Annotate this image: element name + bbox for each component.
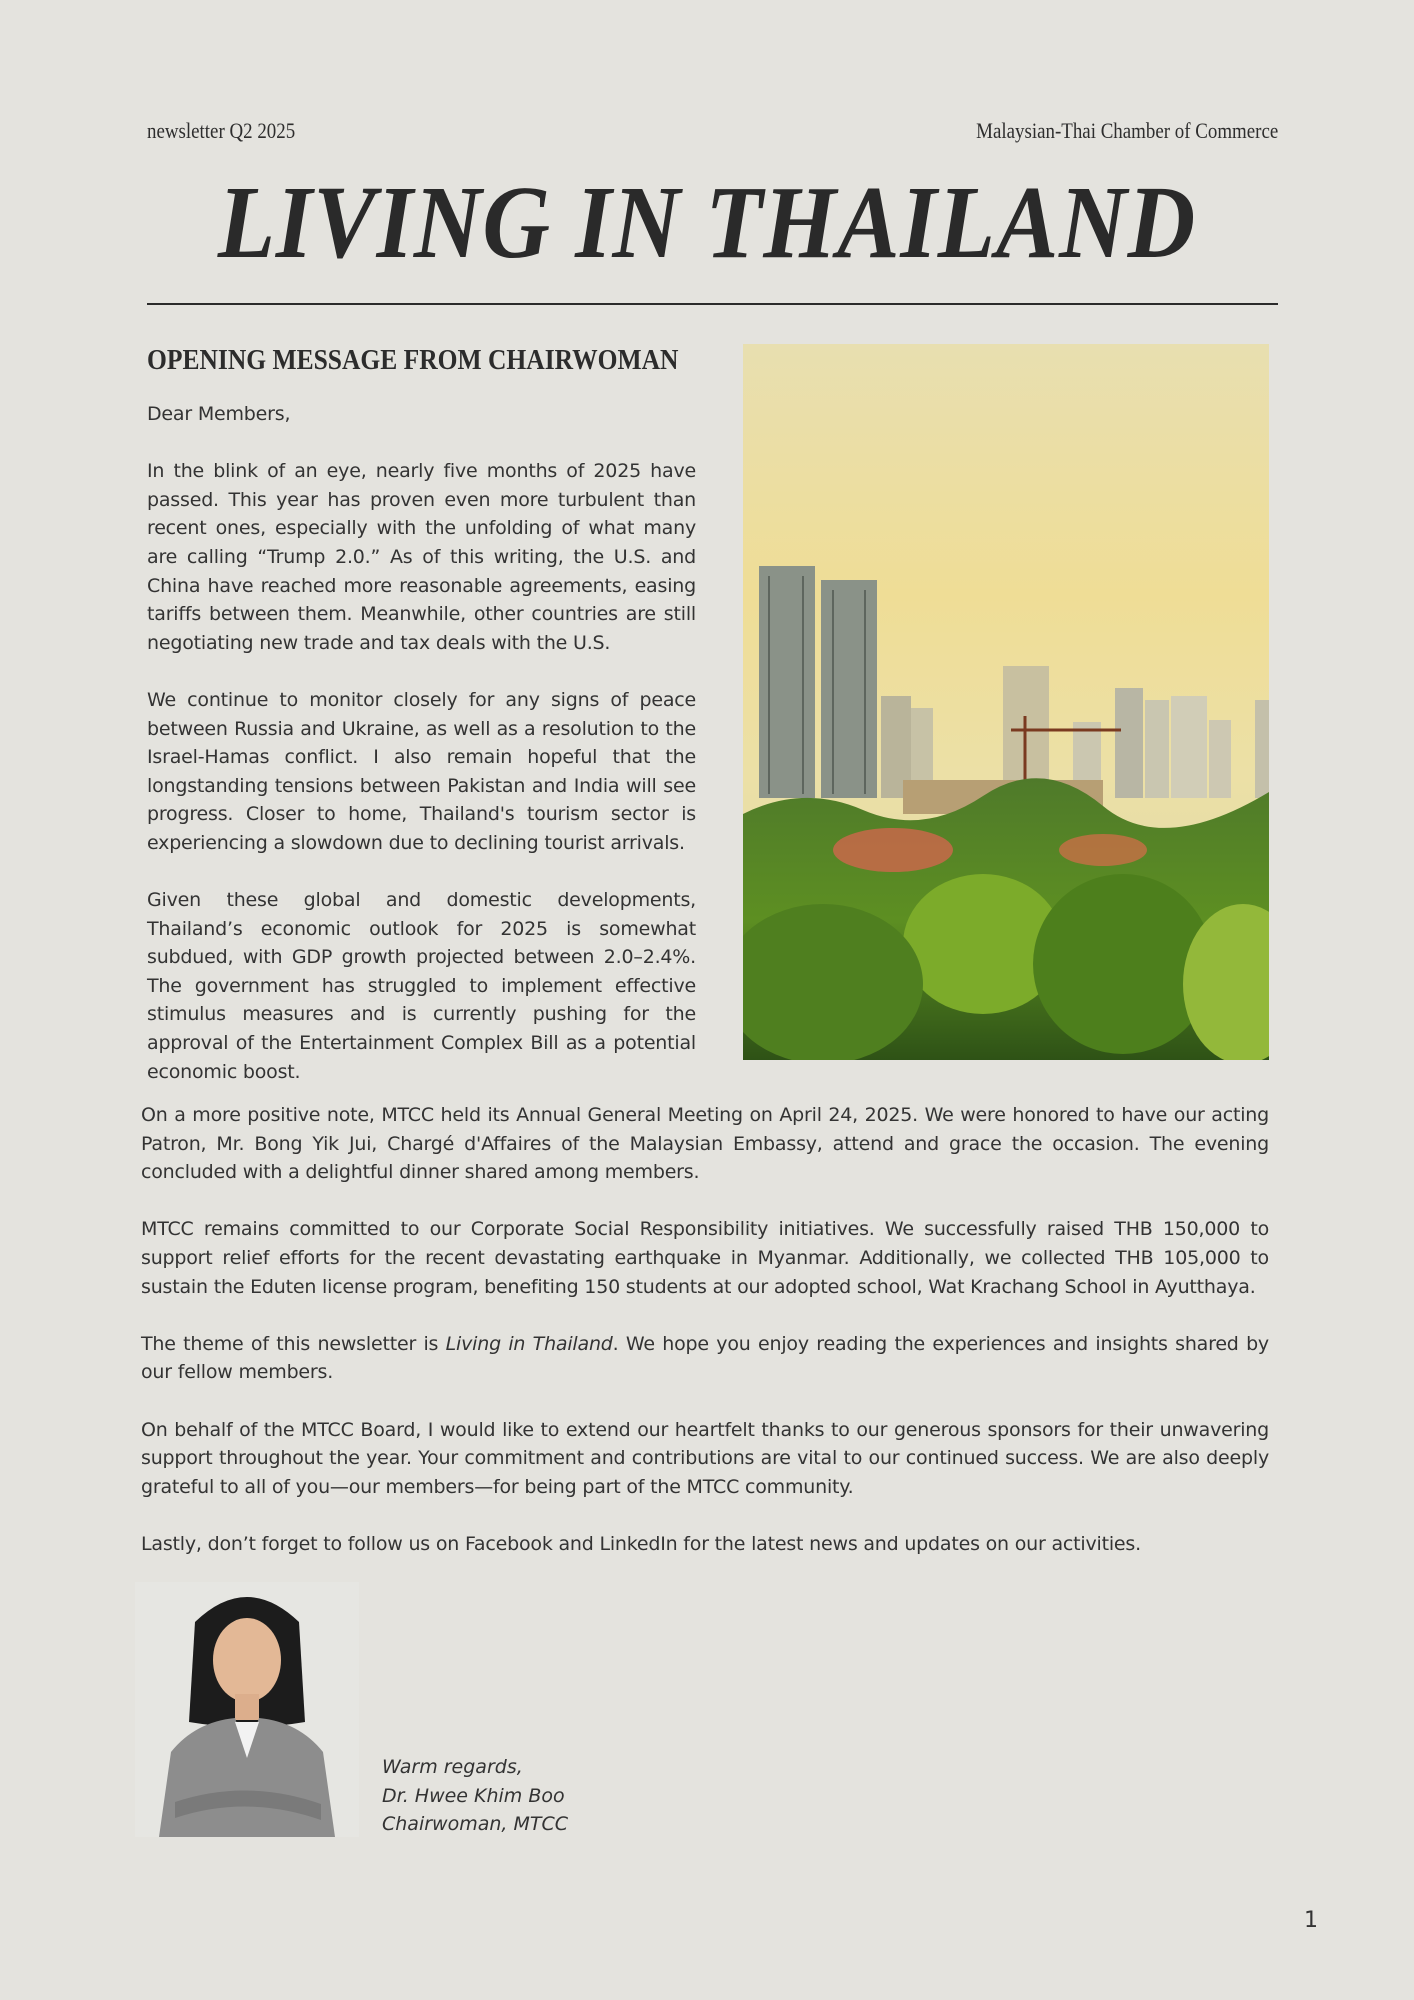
full-width-text [141, 1101, 1269, 1587]
theme-paragraph [141, 1330, 1269, 1387]
paragraph: We continue to monitor closely for any signs of peace between Russia and Ukraine, as well as a resolution to the Israel-Hamas conflict. I also remain hopeful that the longstanding tensions between Pakistan and India will see progress. Closer to home, Thailand's tourism sector is experiencing a slowdown due to declining tourist arrivals. [147, 688, 696, 854]
masthead-divider [147, 303, 1278, 305]
bangkok-skyline-photo [743, 344, 1269, 1060]
signature-name: Dr. Hwee Khim Boo [382, 1784, 565, 1807]
salutation: Dear Members, [147, 403, 291, 425]
chairwoman-portrait-photo [135, 1582, 359, 1837]
paragraph: MTCC remains committed to our Corporate Social Responsibility initiatives. We successfully raised THB 150,000 to support relief efforts for the recent devastating earthquake in Myanmar. Additionally, we collected THB 105,000 to sustain the Eduten license program, benefiting 150 students at our adopted school, Wat Krachang School in Ayutthaya. [141, 1218, 1269, 1298]
organization-name: Malaysian-Thai Chamber of Commerce [975, 118, 1278, 143]
newsletter-masthead: LIVING IN THAILAND [217, 165, 1197, 280]
paragraph: Lastly, don’t forget to follow us on Facebook and LinkedIn for the latest news and updates on our activities. [141, 1532, 1141, 1555]
page-number: 1 [1304, 1908, 1318, 1933]
signature-role: Chairwoman, MTCC [382, 1813, 569, 1836]
theme-text-before: The theme of this newsletter is [141, 1332, 446, 1355]
paragraph: In the blink of an eye, nearly five months of 2025 have passed. This year has proven even more turbulent than recent ones, especially with the unfolding of what many are calling “Trump 2.0.” As of this writing, the U.S. and China have reached more reasonable agreements, easing tariffs between them. Meanwhile, other countries are still negotiating new trade and tax deals with the U.S. [147, 460, 696, 654]
newsletter-issue-label: newsletter Q2 2025 [147, 118, 296, 143]
paragraph: On behalf of the MTCC Board, I would like to extend our heartfelt thanks to our generous sponsors for their unwavering support throughout the year. Your commitment and contributions are vital to our continued success. We are also deeply grateful to all of you—our members—for being part of the MTCC community. [141, 1418, 1269, 1498]
section-title: OPENING MESSAGE FROM CHAIRWOMAN [147, 344, 679, 376]
paragraph: Given these global and domestic developments, Thailand’s economic outlook for 2025 is somewhat subdued, with GDP growth projected between 2.0–2.4%. The government has struggled to implement effective stimulus measures and is currently pushing for the approval of the Entertainment Complex Bill as a potential economic boost. [147, 889, 696, 1083]
theme-title: Living in Thailand [445, 1332, 613, 1355]
signature-regards: Warm regards, [382, 1756, 523, 1778]
paragraph: On a more positive note, MTCC held its Annual General Meeting on April 24, 2025. We were honored to have our acting Patron, Mr. Bong Yik Jui, Chargé d'Affaires of the Malaysian Embassy, attend and grace the occasion. The evening concluded with a delightful dinner shared among members. [141, 1104, 1269, 1184]
column-text [147, 400, 696, 1115]
theme-text-after: . We hope you enjoy reading the experiences and insights shared by our fellow members. [141, 1332, 1269, 1384]
signature-block [382, 1753, 568, 1839]
